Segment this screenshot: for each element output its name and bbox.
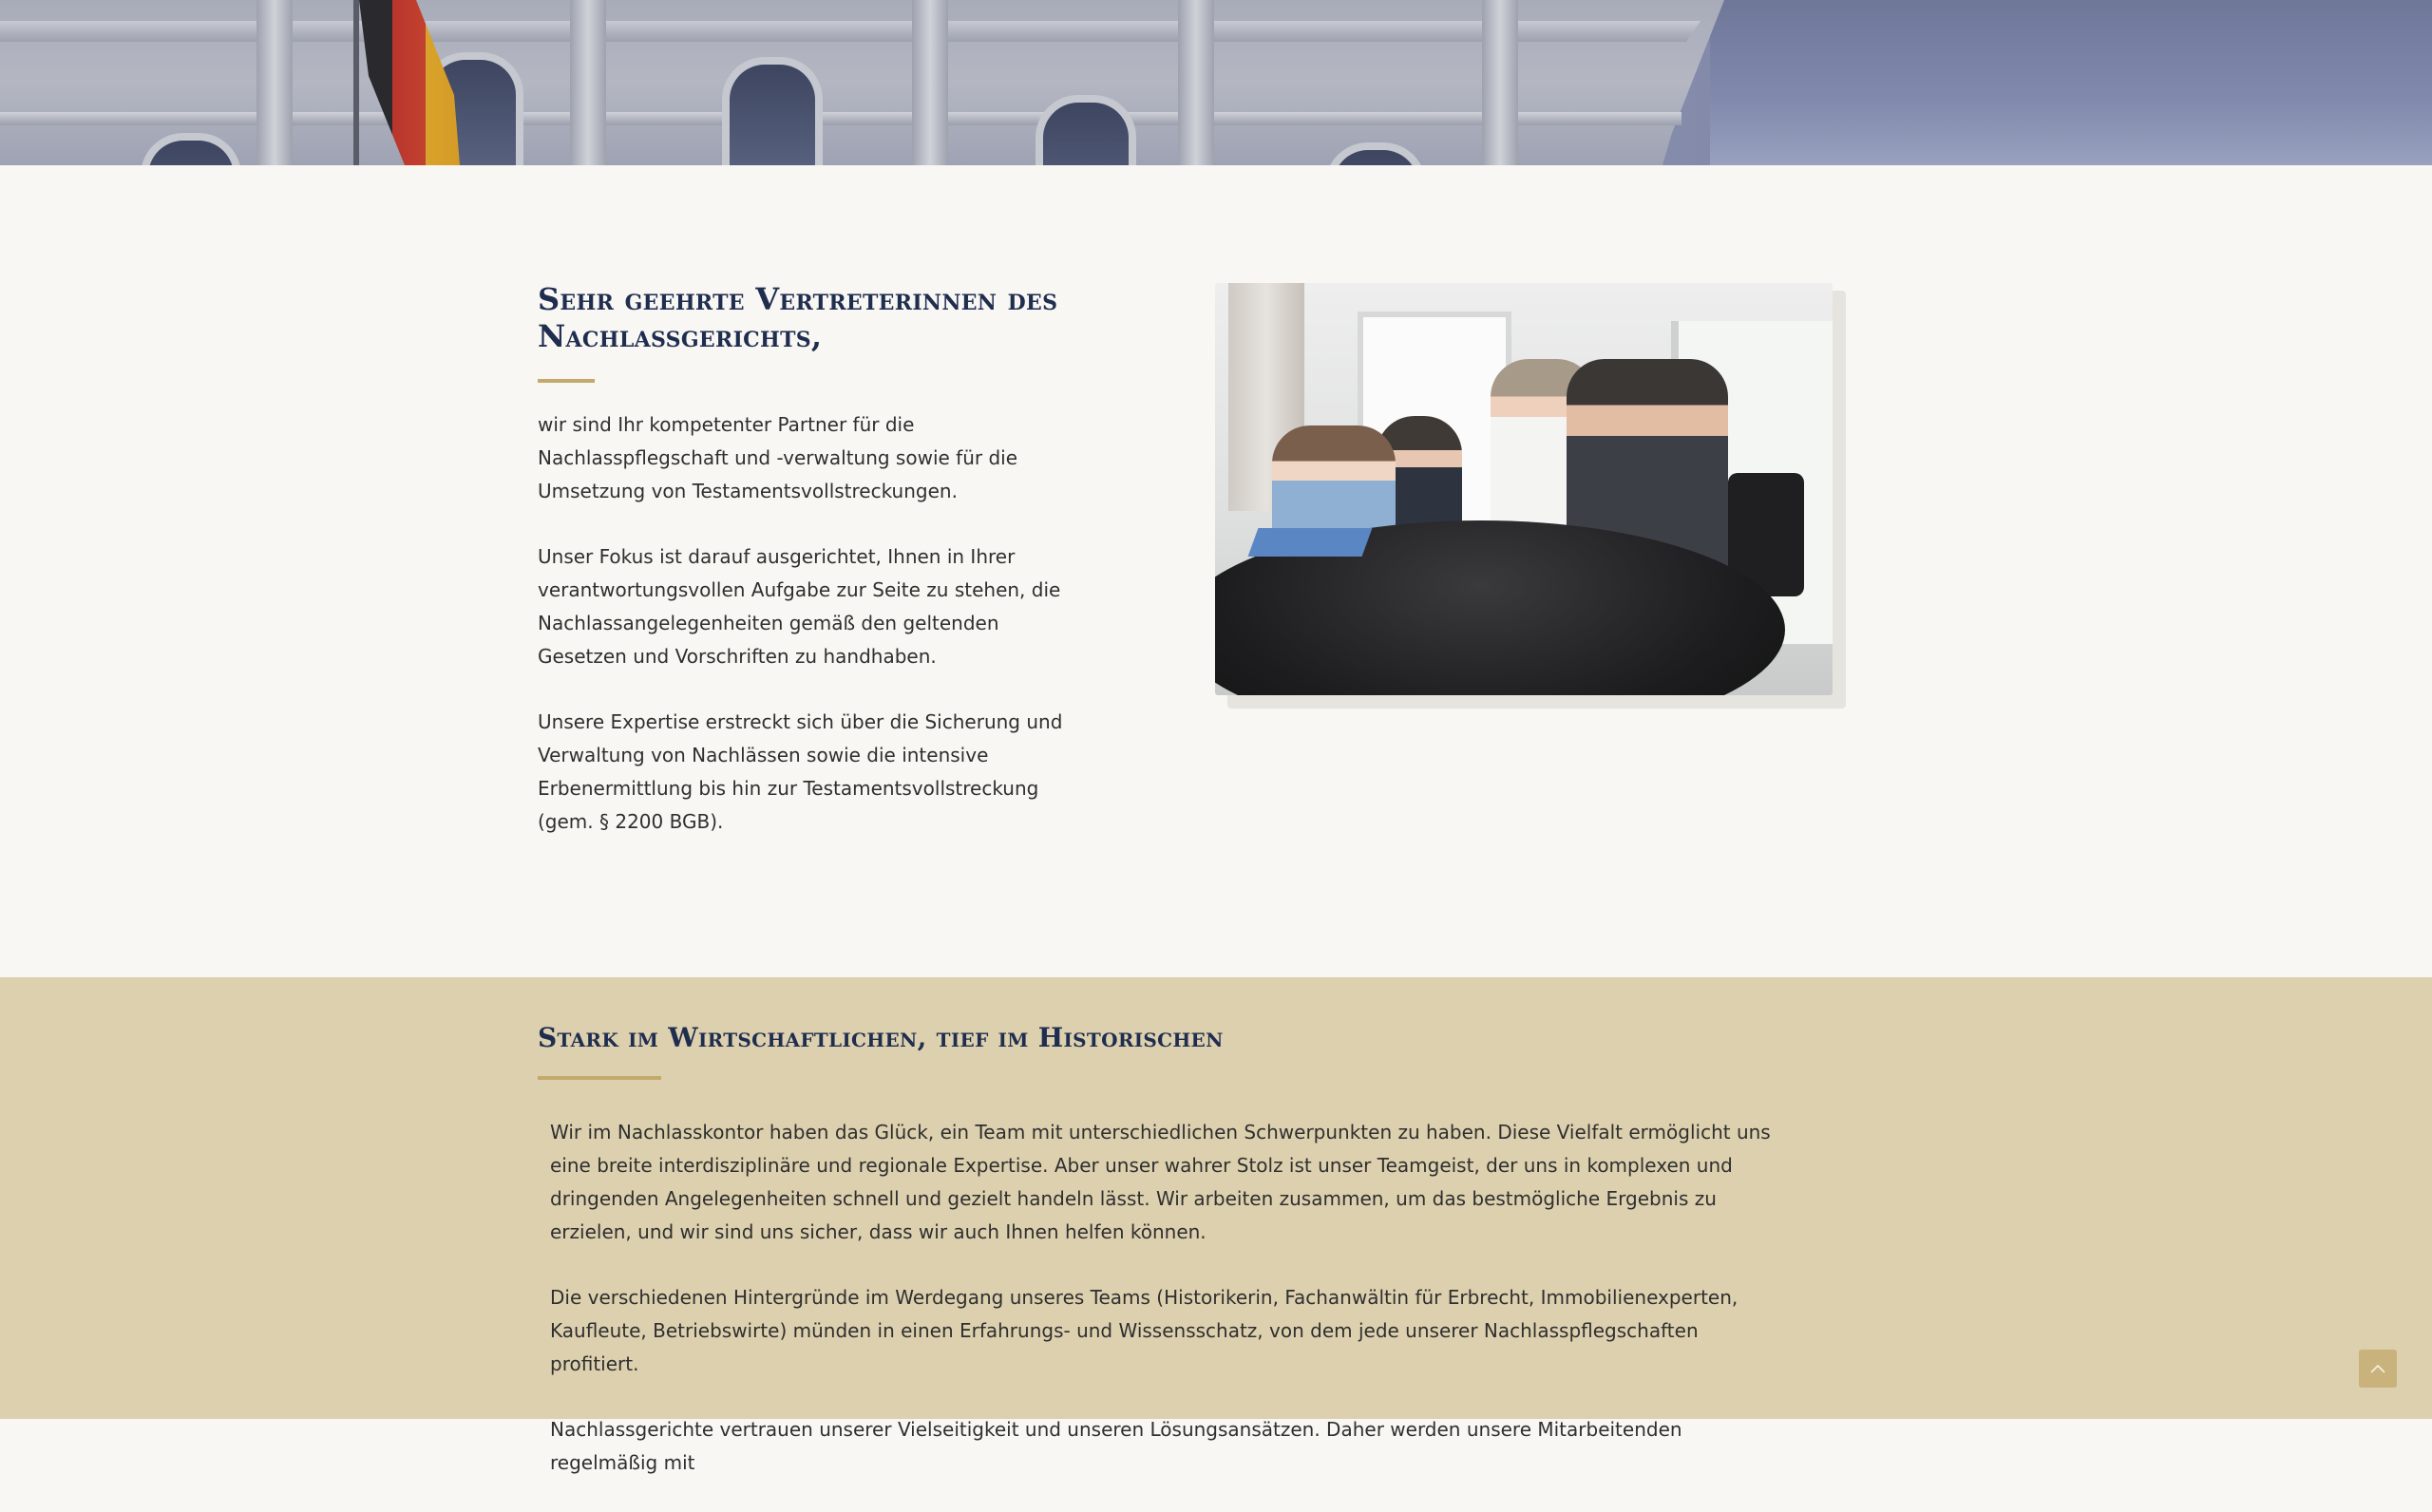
intro-paragraph: Unser Fokus ist darauf ausgerichtet, Ihnen in Ihrer verantwortungsvollen Aufgabe zur Seite zu stehen, die Nachlassangelegenheiten gemäß den geltenden Gesetzen und Vorschriften zu handhaben. [538,545,1061,668]
intro-text [538,408,1089,871]
hero-ledge [0,112,1682,125]
team-paragraph: Wir im Nachlasskontor haben das Glück, ein Team mit unterschiedlichen Schwerpunkten zu haben. Diese Vielfalt ermöglicht uns eine breite interdisziplinäre und regionale Expertise. Aber unser wahrer Stolz ist unser Teamgeist, der uns in komplexen und dringenden Angelegenheiten schnell und gezielt handeln lässt. Wir arbeiten zusammen, um das bestmögliche Ergebnis zu erzielen, und wir sind uns sicher, dass wir auch Ihnen helfen können. [550,1121,1771,1243]
hero-column [1482,0,1518,165]
team-paragraph: Die verschiedenen Hintergründe im Werdegang unseres Teams (Historikerin, Fachanwältin für Erbrecht, Immobilienexperten, Kaufleute, Betriebswirte) münden in einen Erfahrungs- und Wissensschatz, von dem jede unserer Nachlasspflegschaften profitiert. [550,1286,1738,1375]
hero-column [912,0,948,165]
hero-cornice [0,21,1700,42]
hero-sky [1710,0,2432,165]
team-heading: Stark im Wirtschaftlichen, tief im Historischen [538,1022,1224,1053]
hero-column [1178,0,1214,165]
hero-banner-image [0,0,2432,165]
hero-column [256,0,293,165]
team-meeting-photo [1215,283,1833,695]
intro-heading-divider [538,379,595,383]
hero-window [1036,95,1136,165]
team-text [550,1116,1785,1512]
flag-pole [353,0,359,165]
intro-paragraph: Unsere Expertise erstreckt sich über die Sicherung und Verwaltung von Nachlässen sowie die intensive Erbenermittlung bis hin zur Testamentsvollstreckung (gem. § 2200 BGB). [538,710,1063,833]
photo-folder [1248,528,1373,557]
chevron-up-icon [2369,1363,2386,1374]
team-heading-divider [538,1076,661,1080]
scroll-to-top-button[interactable] [2359,1350,2397,1388]
hero-window [722,57,823,165]
hero-column [570,0,606,165]
intro-heading: Sehr geehrte Vertreterinnen des Nachlassgerichts, [538,281,1058,354]
team-paragraph: Nachlassgerichte vertrauen unserer Vielseitigkeit und unseren Lösungsansätzen. Daher werden unsere Mitarbeitenden regelmäßig mit [550,1418,1682,1474]
intro-paragraph: wir sind Ihr kompetenter Partner für die Nachlasspflegschaft und -verwaltung sowie für die Umsetzung von Testamentsvollstreckungen. [538,413,1018,502]
